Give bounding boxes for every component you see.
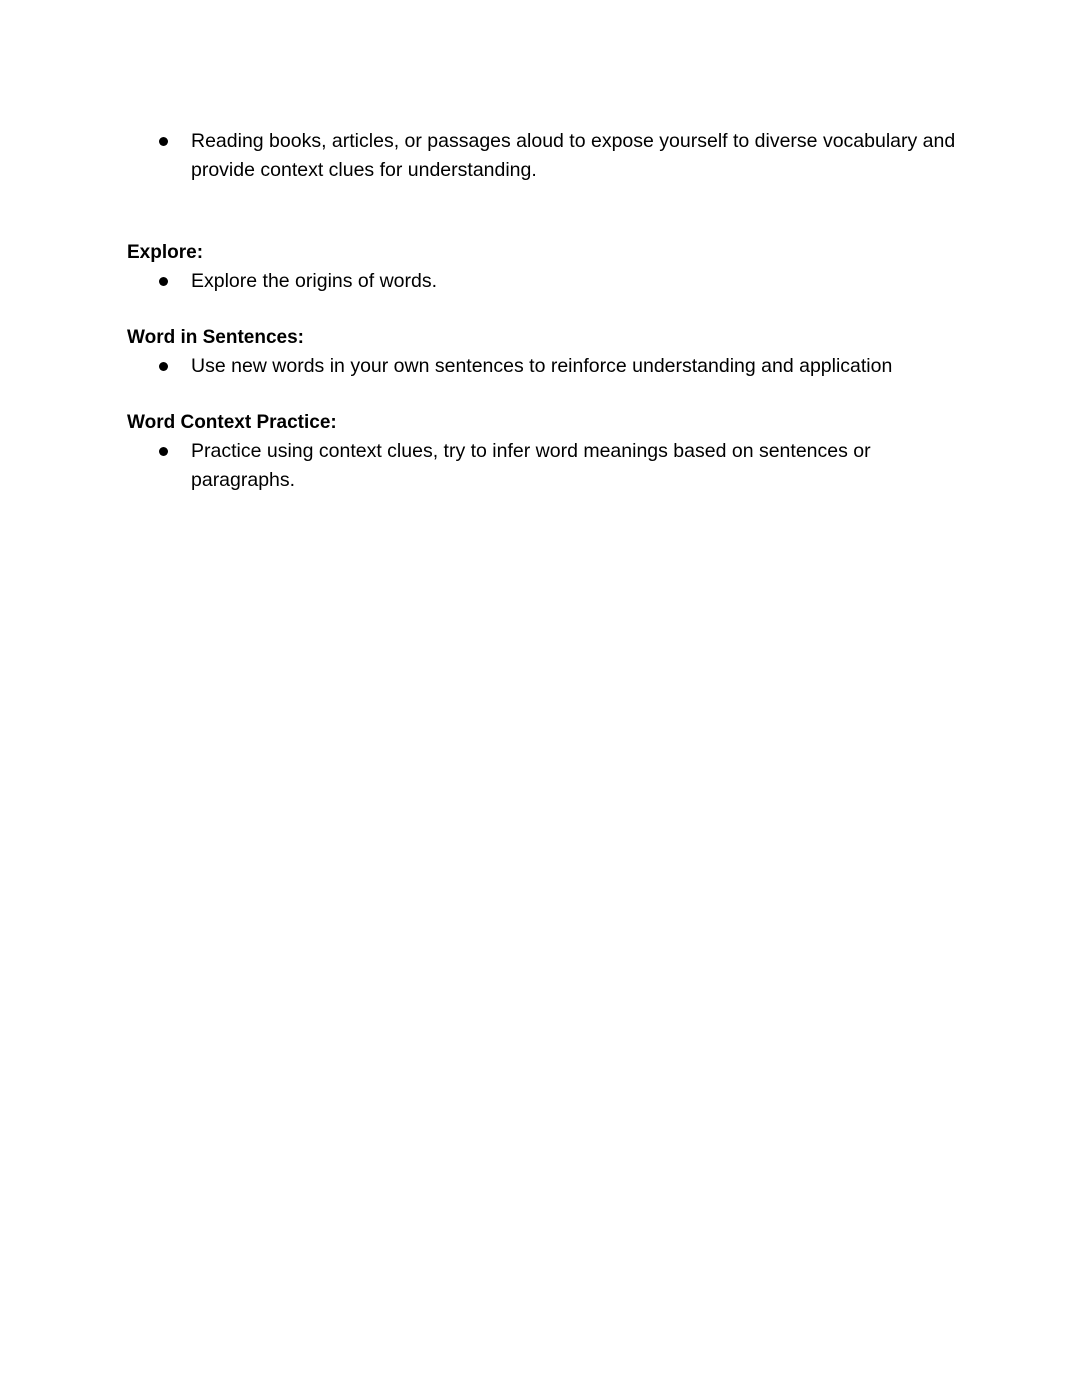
bullet-icon [159, 362, 168, 371]
bullet-icon [159, 277, 168, 286]
section-heading: Word Context Practice: [127, 412, 337, 433]
section-heading: Word in Sentences: [127, 327, 305, 348]
section-explore [127, 239, 967, 296]
section-bullet-list [127, 352, 967, 381]
list-item-text: Practice using context clues, try to infer word meanings based on sentences or paragraphs. [191, 440, 871, 491]
list-item [127, 437, 967, 495]
intro-block [127, 127, 967, 185]
section-heading: Explore: [127, 242, 204, 263]
list-item [127, 352, 967, 381]
section-bullet-list [127, 267, 967, 296]
list-item-text: Reading books, articles, or passages aloud to expose yourself to diverse vocabulary and provide context clues for understanding. [191, 130, 956, 181]
list-item-text: Use new words in your own sentences to reinforce understanding and application [191, 355, 893, 377]
section-word-in-sentences [127, 324, 967, 381]
intro-bullet-list [127, 127, 967, 185]
list-item [127, 127, 967, 185]
section-bullet-list [127, 437, 967, 495]
bullet-icon [159, 137, 168, 146]
list-item-text: Explore the origins of words. [191, 270, 438, 292]
section-word-context-practice [127, 409, 967, 495]
bullet-icon [159, 447, 168, 456]
list-item [127, 267, 967, 296]
